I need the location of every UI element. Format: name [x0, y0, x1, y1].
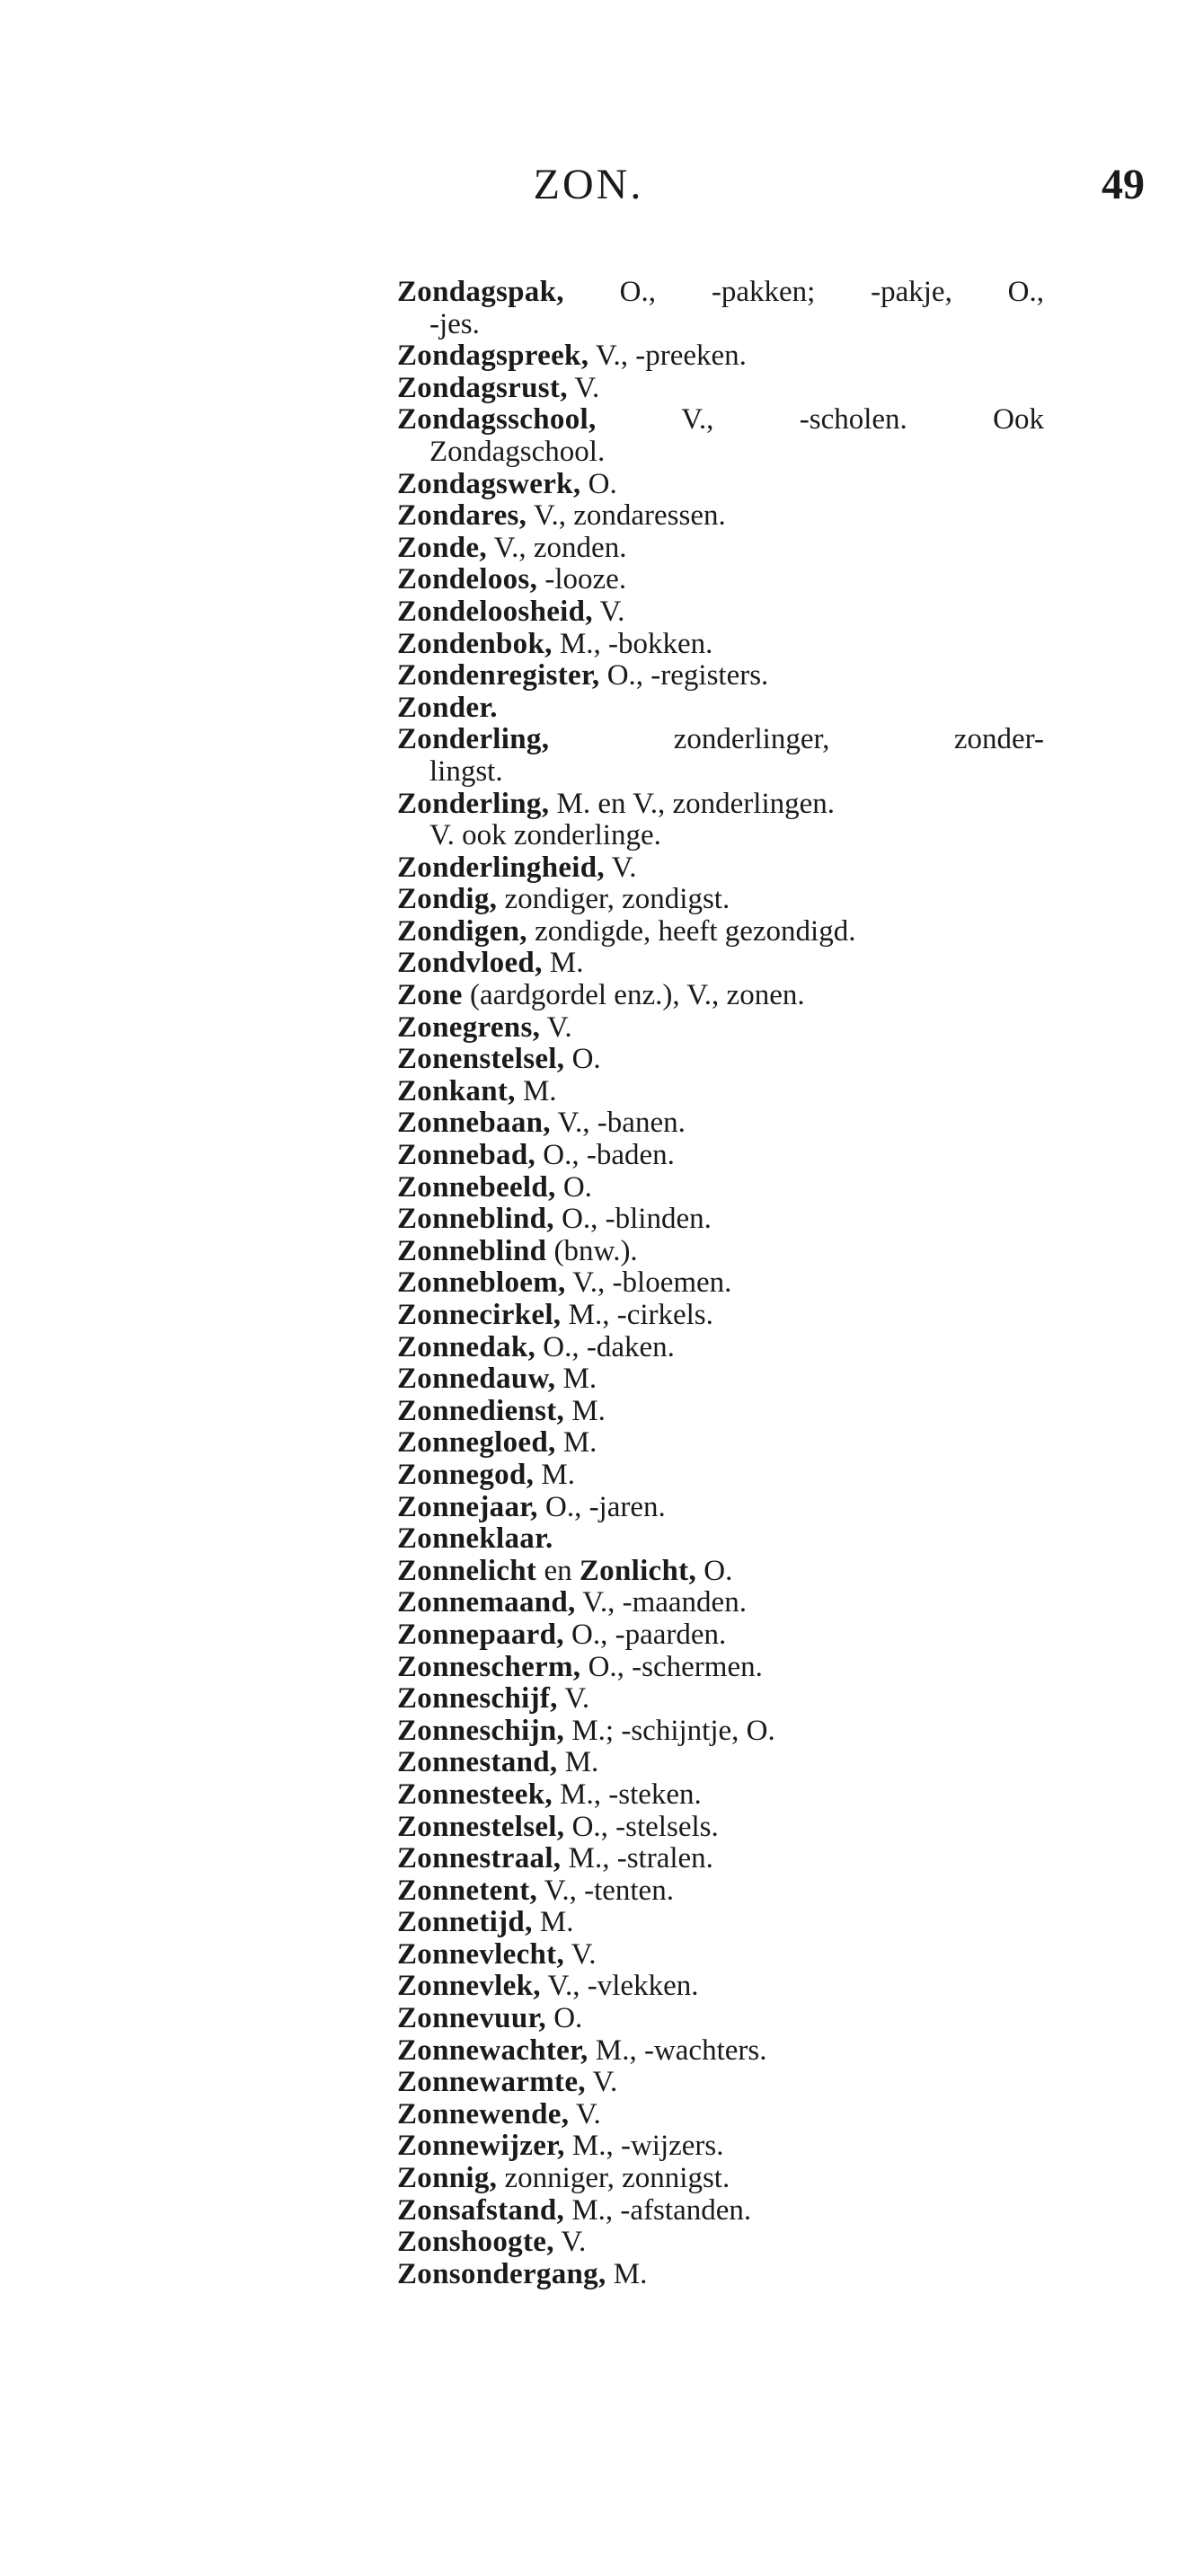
dictionary-entry: [397, 1747, 1044, 1779]
entry-headword: Zondagspak,: [397, 276, 564, 308]
entry-headword: Zonnetent,: [397, 1874, 538, 1907]
entry-headword: Zonnedienst,: [397, 1394, 565, 1427]
entry-headword: Zonnejaar,: [397, 1490, 538, 1523]
entry-definition: V., -tenten.: [537, 1874, 674, 1907]
entry-definition: zondiger, zondigst.: [497, 883, 730, 916]
entry-definition: V., -bloemen.: [565, 1266, 732, 1300]
dictionary-entry: [397, 1492, 1044, 1524]
entry-headword: Zonnestand,: [397, 1746, 558, 1779]
dictionary-entry: [397, 1939, 1044, 1972]
entry-definition: M.: [564, 1394, 606, 1427]
dictionary-entry: [397, 1300, 1044, 1332]
entry-definition: V.: [540, 1010, 572, 1044]
entry-headword: Zonegrens,: [397, 1010, 541, 1044]
dictionary-entry: [397, 1652, 1044, 1684]
entry-headword: Zonnebeeld,: [397, 1170, 556, 1204]
entry-headword: Zonnewachter,: [397, 2033, 588, 2067]
dictionary-entry: [397, 1396, 1044, 1428]
entry-definition: M., -bokken.: [552, 627, 713, 660]
entry-definition: V.: [564, 1937, 597, 1971]
entry-definition: M.: [532, 1906, 574, 1939]
entry-headword: Zonnebad,: [397, 1139, 536, 1172]
entry-definition: O., -jaren.: [537, 1490, 666, 1523]
entry-headword: Zonnebaan,: [397, 1107, 551, 1140]
entry-definition: V.: [569, 2097, 601, 2130]
page-number: 49: [1102, 161, 1145, 208]
entry-headword: Zondagsrust,: [397, 371, 568, 404]
entry-definition: M.: [515, 1074, 557, 1107]
dictionary-entry: [397, 2163, 1044, 2195]
entry-definition: M.: [542, 947, 584, 980]
entry-continuation: Zondagschool.: [429, 435, 606, 468]
dictionary-entry: [397, 404, 1044, 437]
entry-definition: V., zondaressen.: [527, 499, 726, 533]
dictionary-entry: [397, 533, 1044, 565]
entry-definition: V., -vlekken.: [540, 1970, 699, 2003]
dictionary-entry: [397, 1236, 1044, 1268]
entry-headword: Zondares,: [397, 499, 527, 533]
dictionary-entry: [397, 1107, 1044, 1140]
entry-definition: O., -paarden.: [563, 1618, 727, 1651]
dictionary-entry: [397, 596, 1044, 629]
entry-headword: Zondenbok,: [397, 627, 553, 660]
entry-headword: Zondeloosheid,: [397, 595, 593, 628]
entry-headword: Zonnevlecht,: [397, 1937, 565, 1971]
dictionary-entry: [397, 660, 1044, 693]
entry-definition: V., -preeken.: [588, 340, 747, 373]
entry-definition: V., -maanden.: [575, 1586, 747, 1619]
entry-headword: Zonnestraal,: [397, 1842, 562, 1875]
entry-definition: V.: [604, 851, 637, 884]
dictionary-entry: [397, 2130, 1044, 2163]
entry-headword: Zonnestelsel,: [397, 1810, 565, 1843]
entry-definition: O.: [555, 1170, 592, 1204]
dictionary-entry: [397, 1843, 1044, 1875]
entry-headword: Zondvloed,: [397, 947, 543, 980]
entry-headword: Zonderling,: [397, 787, 550, 820]
entry-headword: Zonneschijn,: [397, 1714, 565, 1747]
dictionary-entry: [397, 724, 1044, 756]
entry-headword: Zondenregister,: [397, 659, 600, 693]
dictionary-entry: [397, 1267, 1044, 1300]
entry-definition: M., -afstanden.: [564, 2193, 752, 2227]
entry-headword: Zonneblind: [397, 1234, 547, 1267]
entry-definition: M.; -schijntje, O.: [564, 1714, 775, 1747]
entry-definition: (aardgordel enz.), V., zonen.: [462, 979, 805, 1012]
entry-headword: Zondig,: [397, 883, 498, 916]
entry-continuation: V. ook zonderlinge.: [429, 819, 661, 852]
entry-definition: O.: [564, 1043, 601, 1076]
dictionary-entry: [397, 1332, 1044, 1364]
entry-definition: O., -stelsels.: [564, 1810, 719, 1843]
entry-headword: Zonderling,: [397, 723, 550, 756]
dictionary-entry: [397, 1012, 1044, 1045]
dictionary-entry: [397, 2227, 1044, 2259]
entry-headword: Zonneschijf,: [397, 1682, 558, 1716]
entry-headword: Zonnetijd,: [397, 1906, 533, 1939]
entry-headword: Zonsafstand,: [397, 2193, 565, 2227]
dictionary-entry: [397, 2003, 1044, 2035]
entry-headword: Zonnepaard,: [397, 1618, 564, 1651]
dictionary-entry: [397, 1779, 1044, 1812]
entry-headword: Zonnegod,: [397, 1458, 535, 1491]
entry-definition: O., -daken.: [535, 1330, 675, 1363]
dictionary-entry: [397, 1875, 1044, 1908]
dictionary-entry: [397, 1523, 1044, 1556]
dictionary-entry: [397, 277, 1044, 309]
entry-definition: O., -registers.: [599, 659, 769, 693]
dictionary-entry: [397, 789, 1044, 821]
entry-definition: O.: [580, 467, 617, 500]
dictionary-entry: [397, 340, 1044, 373]
entry-definition: V., -banen.: [550, 1107, 686, 1140]
entry-headword: Zonnevlek,: [397, 1970, 541, 2003]
entry-headword: Zonnescherm,: [397, 1650, 581, 1683]
entry-headword: Zonenstelsel,: [397, 1043, 565, 1076]
entry-headword: Zondagswerk,: [397, 467, 581, 500]
entry-headword: Zonnesteek,: [397, 1778, 553, 1811]
entry-headword: Zondigen,: [397, 914, 527, 948]
entry-definition: V.: [567, 371, 600, 404]
entry-headword: Zonneklaar.: [397, 1522, 553, 1556]
dictionary-entry: [397, 1140, 1044, 1172]
entry-headword: Zondagsschool,: [397, 403, 597, 437]
entry-headword: Zonde,: [397, 531, 487, 564]
entry-definition: V.: [585, 2066, 618, 2099]
dictionary-entry: [397, 1363, 1044, 1396]
entry-headword: Zonlicht,: [579, 1554, 696, 1587]
entry-definition: M.: [555, 1426, 597, 1460]
dictionary-entry: [397, 469, 1044, 501]
entry-definition: M., -stralen.: [561, 1842, 713, 1875]
entry-definition: zondigde, heeft gezondigd.: [527, 914, 856, 948]
dictionary-entry: [397, 1716, 1044, 1748]
entry-definition: O., -blinden.: [553, 1203, 712, 1236]
dictionary-entry: [397, 1076, 1044, 1108]
dictionary-entry: [397, 884, 1044, 916]
entry-definition: M., -steken.: [552, 1778, 702, 1811]
entry-definition: M., -wijzers.: [564, 2130, 724, 2163]
dictionary-entry: [397, 1619, 1044, 1652]
dictionary-entry: [397, 2259, 1044, 2291]
entry-definition: O., -pakken; -pakje, O.,: [563, 276, 1044, 308]
entry-definition: M.: [534, 1458, 576, 1491]
dictionary-entry: [397, 852, 1044, 885]
entry-definition: O., -baden.: [535, 1139, 675, 1172]
dictionary-entry: [397, 1427, 1044, 1460]
dictionary-entry: [397, 1907, 1044, 1939]
entry-headword: Zonnewarmte,: [397, 2066, 586, 2099]
entry-definition: -looze.: [537, 563, 627, 596]
entry-definition: zonniger, zonnigst.: [497, 2162, 730, 2195]
entry-continuation: -jes.: [429, 307, 480, 340]
entry-definition: M.: [606, 2257, 648, 2290]
entry-headword: Zondagspreek,: [397, 340, 589, 373]
entry-definition: M., -wachters.: [588, 2033, 767, 2067]
entry-headword: Zonnevuur,: [397, 2002, 546, 2035]
entry-definition: O., -schermen.: [580, 1650, 763, 1683]
entry-headword: Zondeloos,: [397, 563, 538, 596]
entry-headword: Zonnedauw,: [397, 1363, 556, 1396]
entry-definition: (bnw.).: [546, 1234, 638, 1267]
entry-headword: Zonnewijzer,: [397, 2130, 565, 2163]
entry-headword: Zonnedak,: [397, 1330, 536, 1363]
entry-list: [397, 277, 1044, 2290]
dictionary-entry: [397, 629, 1044, 661]
dictionary-entry: [397, 2099, 1044, 2131]
dictionary-entry: [397, 980, 1044, 1012]
entry-definition: M., -cirkels.: [561, 1299, 713, 1331]
entry-headword: Zonneblind,: [397, 1203, 554, 1236]
entry-definition: M.: [555, 1363, 597, 1396]
dictionary-entry: [397, 564, 1044, 596]
dictionary-entry: [397, 916, 1044, 948]
dictionary-entry: [397, 1044, 1044, 1076]
entry-headword: Zonnewende,: [397, 2097, 570, 2130]
dictionary-entry: [397, 1556, 1044, 1588]
dictionary-entry: [397, 500, 1044, 533]
entry-definition: V., zonden.: [486, 531, 627, 564]
entry-definition: zonderlinger, zonder-: [549, 723, 1044, 756]
dictionary-entry: [397, 1971, 1044, 2003]
entry-headword: Zonsondergang,: [397, 2257, 606, 2290]
dictionary-entry: [397, 373, 1044, 405]
entry-headword: Zonkant,: [397, 1074, 516, 1107]
entry-definition: O.: [696, 1554, 733, 1587]
dictionary-entry: [397, 1204, 1044, 1236]
entry-definition: V.: [592, 595, 625, 628]
dictionary-entry: [397, 2035, 1044, 2068]
entry-definition: M. en V., zonderlingen.: [549, 787, 836, 820]
dictionary-entry: [397, 1172, 1044, 1204]
entry-definition: M.: [557, 1746, 599, 1779]
dictionary-entry: [397, 1812, 1044, 1844]
entry-headword: Zonnemaand,: [397, 1586, 576, 1619]
dictionary-entry: [397, 948, 1044, 980]
entry-definition: V.: [553, 2226, 587, 2259]
dictionary-entry: [397, 1587, 1044, 1619]
dictionary-entry: [397, 2067, 1044, 2099]
entry-definition: O.: [545, 2002, 583, 2035]
dictionary-entry: [397, 1683, 1044, 1716]
entry-definition: en: [536, 1554, 580, 1587]
entry-headword: Zonnig,: [397, 2162, 498, 2195]
entry-continuation: lingst.: [429, 754, 503, 788]
dictionary-entry: [397, 1460, 1044, 1492]
entry-headword: Zonder.: [397, 691, 498, 724]
entry-headword: Zonnelicht: [397, 1554, 537, 1587]
dictionary-entry: [397, 693, 1044, 725]
page-title: ZON.: [533, 161, 644, 208]
entry-headword: Zonshoogte,: [397, 2226, 554, 2259]
entry-definition: V., -scholen. Ook: [596, 403, 1044, 437]
entry-headword: Zonnecirkel,: [397, 1299, 562, 1331]
entry-headword: Zonderlingheid,: [397, 851, 605, 884]
entry-headword: Zone: [397, 979, 463, 1012]
dictionary-entry: [397, 2195, 1044, 2228]
entry-definition: V.: [557, 1682, 590, 1716]
entry-headword: Zonnegloed,: [397, 1426, 556, 1460]
entry-headword: Zonnebloem,: [397, 1266, 566, 1300]
